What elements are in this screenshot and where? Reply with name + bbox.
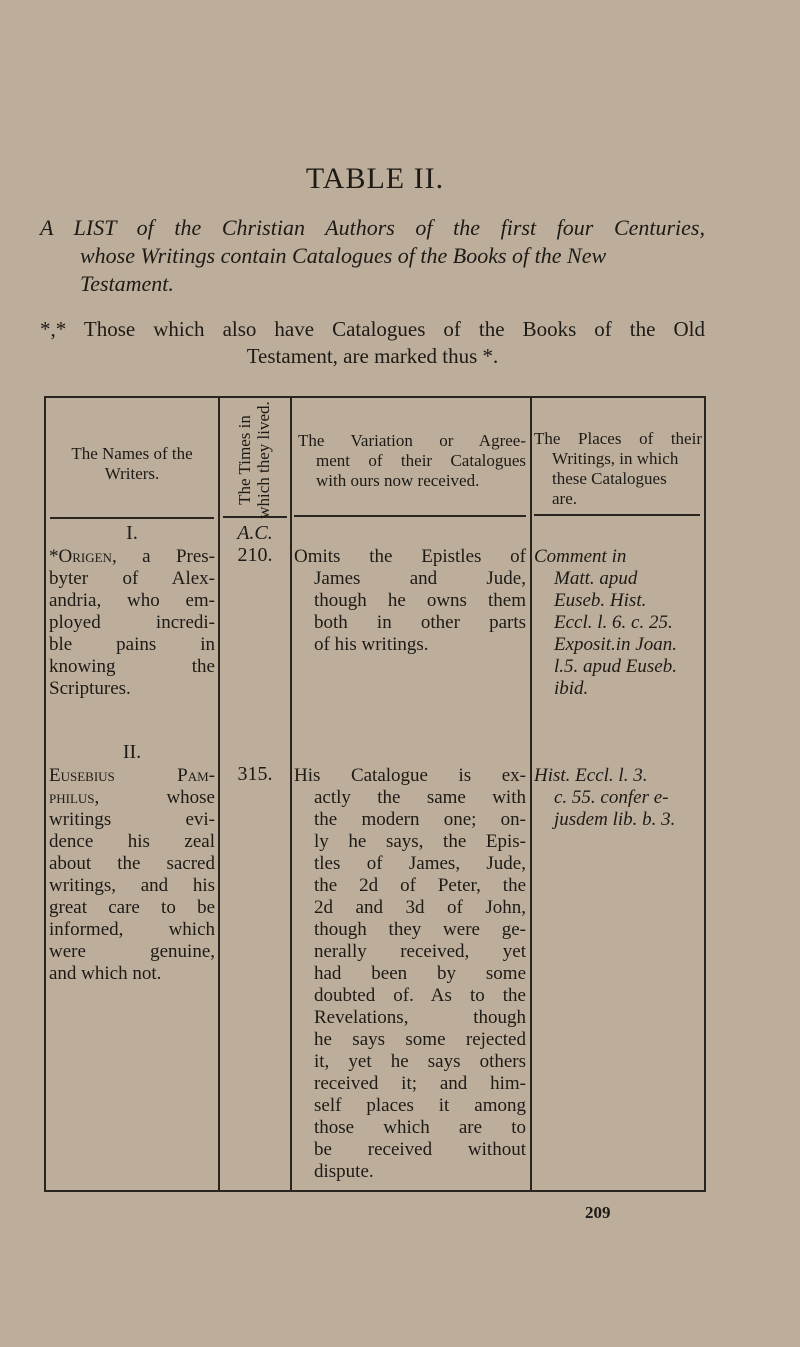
name-line bbox=[49, 919, 215, 941]
writer-name: Eusebius Pam- bbox=[49, 765, 215, 786]
name-text: a Pres- bbox=[116, 546, 215, 567]
name-text: andria, who em- bbox=[49, 590, 215, 611]
header-line: Writings, in which bbox=[552, 449, 679, 468]
variation-line: both in other parts bbox=[314, 612, 526, 633]
name-line bbox=[49, 941, 215, 963]
variation-line: ly he says, the Epis- bbox=[314, 831, 526, 852]
variation-line: be received without bbox=[314, 1139, 526, 1160]
name-text: about the sacred bbox=[49, 853, 215, 874]
header-rule bbox=[294, 515, 526, 517]
header-line: are. bbox=[552, 489, 578, 508]
note-line: *,* Those which also have Catalogues of the Books of the Old bbox=[40, 317, 705, 341]
name-line bbox=[49, 546, 215, 568]
variation-line: though they were ge- bbox=[314, 919, 526, 940]
places-line: Hist. Eccl. l. 3. bbox=[534, 765, 648, 786]
caption-line: Testament. bbox=[80, 271, 174, 296]
variation-line: it, yet he says others bbox=[314, 1051, 526, 1072]
variation-line: those which are to bbox=[314, 1117, 526, 1138]
variation-line: doubted of. As to the bbox=[314, 985, 526, 1006]
name-line bbox=[49, 590, 215, 612]
writer-name: *Origen, bbox=[49, 546, 117, 567]
name-text: ble pains in bbox=[49, 634, 215, 655]
caption-line: A LIST of the Christian Authors of the first four Centuries, bbox=[40, 215, 705, 240]
places-cell bbox=[534, 546, 700, 700]
places-line: Eccl. l. 6. c. 25. bbox=[554, 612, 673, 633]
places-cell bbox=[534, 765, 700, 831]
variation-line: received it; and him- bbox=[314, 1073, 526, 1094]
variation-line: 2d and 3d of John, bbox=[314, 897, 526, 918]
note bbox=[40, 316, 705, 370]
variation-line: James and Jude, bbox=[314, 568, 526, 589]
column-divider bbox=[530, 396, 532, 1191]
places-line: Matt. apud bbox=[554, 568, 638, 589]
name-line bbox=[49, 612, 215, 634]
name-text: knowing the bbox=[49, 656, 215, 677]
places-line: Comment in bbox=[534, 546, 627, 567]
page-title: TABLE II. bbox=[305, 162, 445, 195]
header-line: The Names of the bbox=[71, 444, 193, 463]
name-text: were genuine, bbox=[49, 941, 215, 962]
name-text: informed, which bbox=[49, 919, 215, 940]
variation-line: though he owns them bbox=[314, 590, 526, 611]
note-line: Testament, are marked thus *. bbox=[246, 344, 499, 368]
name-text: byter of Alex- bbox=[49, 568, 215, 589]
header-names bbox=[48, 444, 216, 484]
variation-cell bbox=[294, 765, 526, 1183]
writer-name-cell bbox=[49, 765, 215, 985]
variation-cell bbox=[294, 546, 526, 656]
header-places bbox=[534, 429, 702, 509]
places-line: Euseb. Hist. bbox=[554, 590, 647, 611]
variation-line: self places it among bbox=[314, 1095, 526, 1116]
row-date: 315. bbox=[237, 763, 273, 785]
header-line: The Times in bbox=[235, 415, 254, 505]
header-line: these Catalogues bbox=[552, 469, 667, 488]
name-line bbox=[49, 568, 215, 590]
header-line: Writers. bbox=[104, 464, 160, 483]
writer-name-cell bbox=[49, 546, 215, 700]
header-line: ment of their Catalogues bbox=[316, 451, 526, 470]
header-times bbox=[235, 395, 275, 525]
name-text: writings, and his bbox=[49, 875, 215, 896]
table-right-border bbox=[704, 396, 706, 1191]
header-line: The Variation or Agree- bbox=[298, 431, 526, 450]
places-line: c. 55. confer e- bbox=[554, 787, 669, 808]
column-divider bbox=[290, 396, 292, 1191]
variation-line: the 2d of Peter, the bbox=[314, 875, 526, 896]
name-text: writings evi- bbox=[49, 809, 215, 830]
table-bottom-rule bbox=[44, 1190, 706, 1192]
header-line: with ours now received. bbox=[316, 471, 480, 490]
name-line bbox=[49, 897, 215, 919]
variation-line: the modern one; on- bbox=[314, 809, 526, 830]
header-line: The Places of their bbox=[534, 429, 702, 448]
variation-line: had been by some bbox=[314, 963, 526, 984]
places-line: l.5. apud Euseb. bbox=[554, 656, 677, 677]
row-date: 210. bbox=[237, 544, 273, 566]
variation-line: nerally received, yet bbox=[314, 941, 526, 962]
header-variation bbox=[298, 431, 526, 491]
name-line bbox=[49, 765, 215, 787]
name-line bbox=[49, 678, 215, 700]
header-rule bbox=[50, 517, 214, 519]
name-text: and which not. bbox=[49, 963, 162, 984]
column-divider bbox=[218, 396, 220, 1191]
name-line bbox=[49, 656, 215, 678]
page-number: 209 bbox=[585, 1203, 611, 1222]
row-numeral: II. bbox=[122, 741, 142, 763]
variation-line: dispute. bbox=[314, 1161, 374, 1182]
header-rule bbox=[534, 514, 700, 516]
writer-name: philus, bbox=[49, 787, 100, 808]
row-numeral: I. bbox=[126, 522, 138, 544]
name-line bbox=[49, 963, 215, 985]
variation-line: tles of James, Jude, bbox=[314, 853, 526, 874]
places-line: Exposit.in Joan. bbox=[554, 634, 677, 655]
name-line bbox=[49, 831, 215, 853]
name-text: great care to be bbox=[49, 897, 215, 918]
places-line: ibid. bbox=[554, 678, 589, 699]
name-line bbox=[49, 875, 215, 897]
name-line bbox=[49, 787, 215, 809]
header-line: which they lived. bbox=[254, 401, 273, 519]
era-label: A.C. bbox=[237, 522, 273, 544]
variation-line: he says some rejected bbox=[314, 1029, 526, 1050]
variation-line: of his writings. bbox=[314, 634, 429, 655]
variation-line: Revelations, though bbox=[314, 1007, 526, 1028]
table-caption bbox=[40, 214, 705, 298]
name-text: dence his zeal bbox=[49, 831, 215, 852]
name-text: ployed incredi- bbox=[49, 612, 215, 633]
name-text: Scriptures. bbox=[49, 678, 131, 699]
variation-line: actly the same with bbox=[314, 787, 526, 808]
name-text: whose bbox=[99, 787, 215, 808]
name-line bbox=[49, 853, 215, 875]
name-line bbox=[49, 634, 215, 656]
name-line bbox=[49, 809, 215, 831]
table-left-border bbox=[44, 396, 46, 1191]
variation-line: His Catalogue is ex- bbox=[294, 765, 526, 786]
caption-line: whose Writings contain Catalogues of the Books of the New bbox=[80, 243, 607, 268]
variation-line: Omits the Epistles of bbox=[294, 546, 526, 567]
table-top-rule bbox=[44, 396, 706, 398]
places-line: jusdem lib. b. 3. bbox=[554, 809, 676, 830]
